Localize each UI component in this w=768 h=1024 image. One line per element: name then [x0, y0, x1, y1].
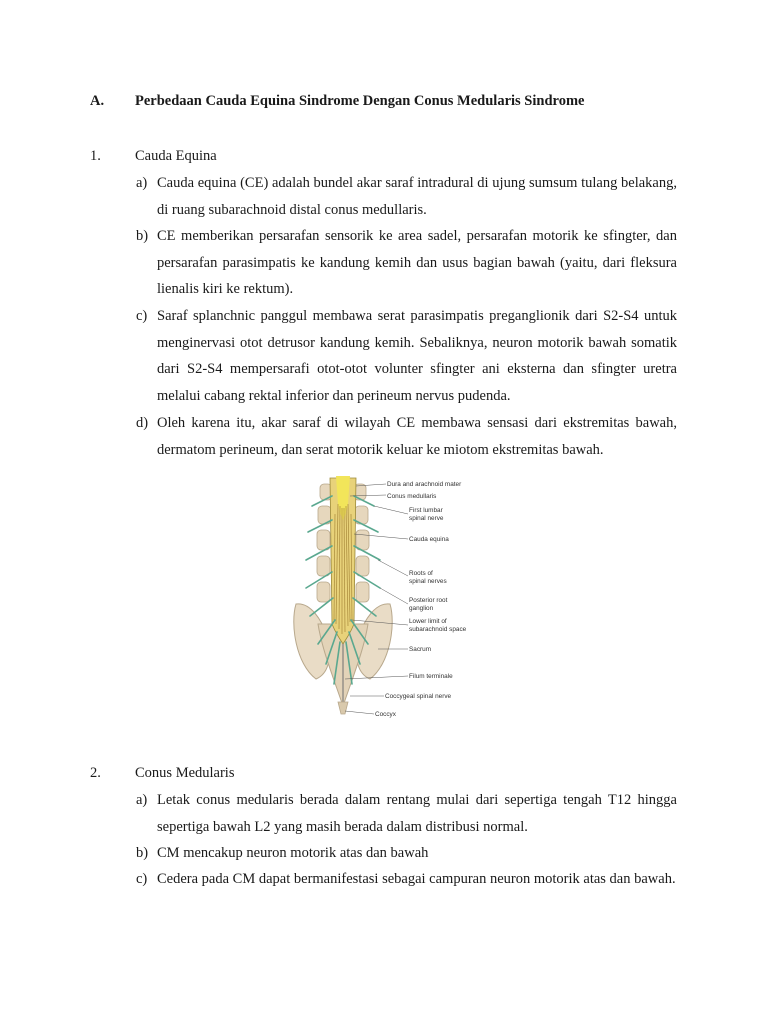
figure-label: First lumbar — [409, 507, 443, 514]
list-item-text: Cauda equina (CE) adalah bundel akar saraf intradural di ujung sumsum tulang belakang, di ruang subarachnoid distal conus medullaris. — [157, 175, 677, 218]
section-2-number: 2. — [90, 765, 101, 781]
figure-label: Conus medullaris — [387, 493, 437, 500]
heading-number: A. — [90, 93, 105, 109]
coccyx-bone — [338, 702, 348, 714]
figure-label: Posterior root — [409, 597, 448, 604]
list-item-2b — [136, 840, 677, 867]
section-1-number: 1. — [90, 148, 101, 164]
figure-label: Roots of — [409, 570, 433, 577]
figure-label: Filum terminale — [409, 673, 453, 680]
figure-label: Dura and arachnoid mater — [387, 481, 462, 488]
figure-label: ganglion — [409, 605, 434, 612]
figure-label: Cauda equina — [409, 536, 449, 543]
list-item-label: b) — [136, 845, 149, 861]
figure-label: Lower limit of — [409, 618, 447, 625]
section-2-label: Conus Medularis — [135, 765, 235, 781]
list-item-label: c) — [136, 308, 148, 324]
list-item-2a — [136, 787, 677, 840]
figure-label: subarachnoid space — [409, 626, 467, 633]
cauda-equina-illustration — [288, 474, 480, 720]
list-item-1c — [136, 303, 677, 409]
spine-diagram — [288, 474, 480, 720]
list-item-1b — [136, 223, 677, 303]
section-1-label: Cauda Equina — [135, 148, 217, 164]
list-item-text: Oleh karena itu, akar saraf di wilayah CE membawa sensasi dari ekstremitas bawah, dermatom perineum, dan serat motorik keluar ke miotom ekstremitas bawah. — [157, 415, 677, 458]
heading-title: Perbedaan Cauda Equina Sindrome Dengan Conus Medularis Sindrome — [135, 93, 585, 109]
figure-label: Coccyx — [375, 711, 396, 718]
figure-label: Sacrum — [409, 646, 432, 653]
figure-label: spinal nerves — [409, 578, 447, 585]
list-item-text: CM mencakup neuron motorik atas dan bawah — [157, 845, 429, 861]
list-item-2c — [136, 866, 677, 893]
figure-label: spinal nerve — [409, 515, 444, 522]
list-item-1a — [136, 170, 677, 223]
list-item-label: b) — [136, 228, 149, 244]
list-item-label: a) — [136, 792, 148, 808]
figure-label: Coccygeal spinal nerve — [385, 693, 452, 700]
list-item-text: CE memberikan persarafan sensorik ke area sadel, persarafan motorik ke sfingter, dan persarafan parasimpatis ke kandung kemih dan usus bagian bawah (yaitu, dari fleksura lienalis kiri ke rektum). — [157, 228, 677, 297]
list-item-label: d) — [136, 415, 149, 431]
list-item-label: a) — [136, 175, 148, 191]
list-item-label: c) — [136, 871, 148, 887]
list-item-text: Cedera pada CM dapat bermanifestasi sebagai campuran neuron motorik atas dan bawah. — [157, 871, 676, 887]
list-item-1d — [136, 410, 677, 463]
list-item-text: Saraf splanchnic panggul membawa serat parasimpatis preganglionik dari S2-S4 untuk menginervasi otot detrusor kandung kemih. Sebaliknya, neuron motorik bawah somatik dari S2-S4 mempersarafi otot-otot volunter sfingter ani eksterna dan sfingter uretra melalui cabang rektal inferior dan perineum nervus pudenda. — [157, 308, 677, 404]
list-item-text: Letak conus medularis berada dalam rentang mulai dari sepertiga tengah T12 hingga sepertiga bawah L2 yang masih berada dalam distribusi normal. — [157, 792, 677, 835]
